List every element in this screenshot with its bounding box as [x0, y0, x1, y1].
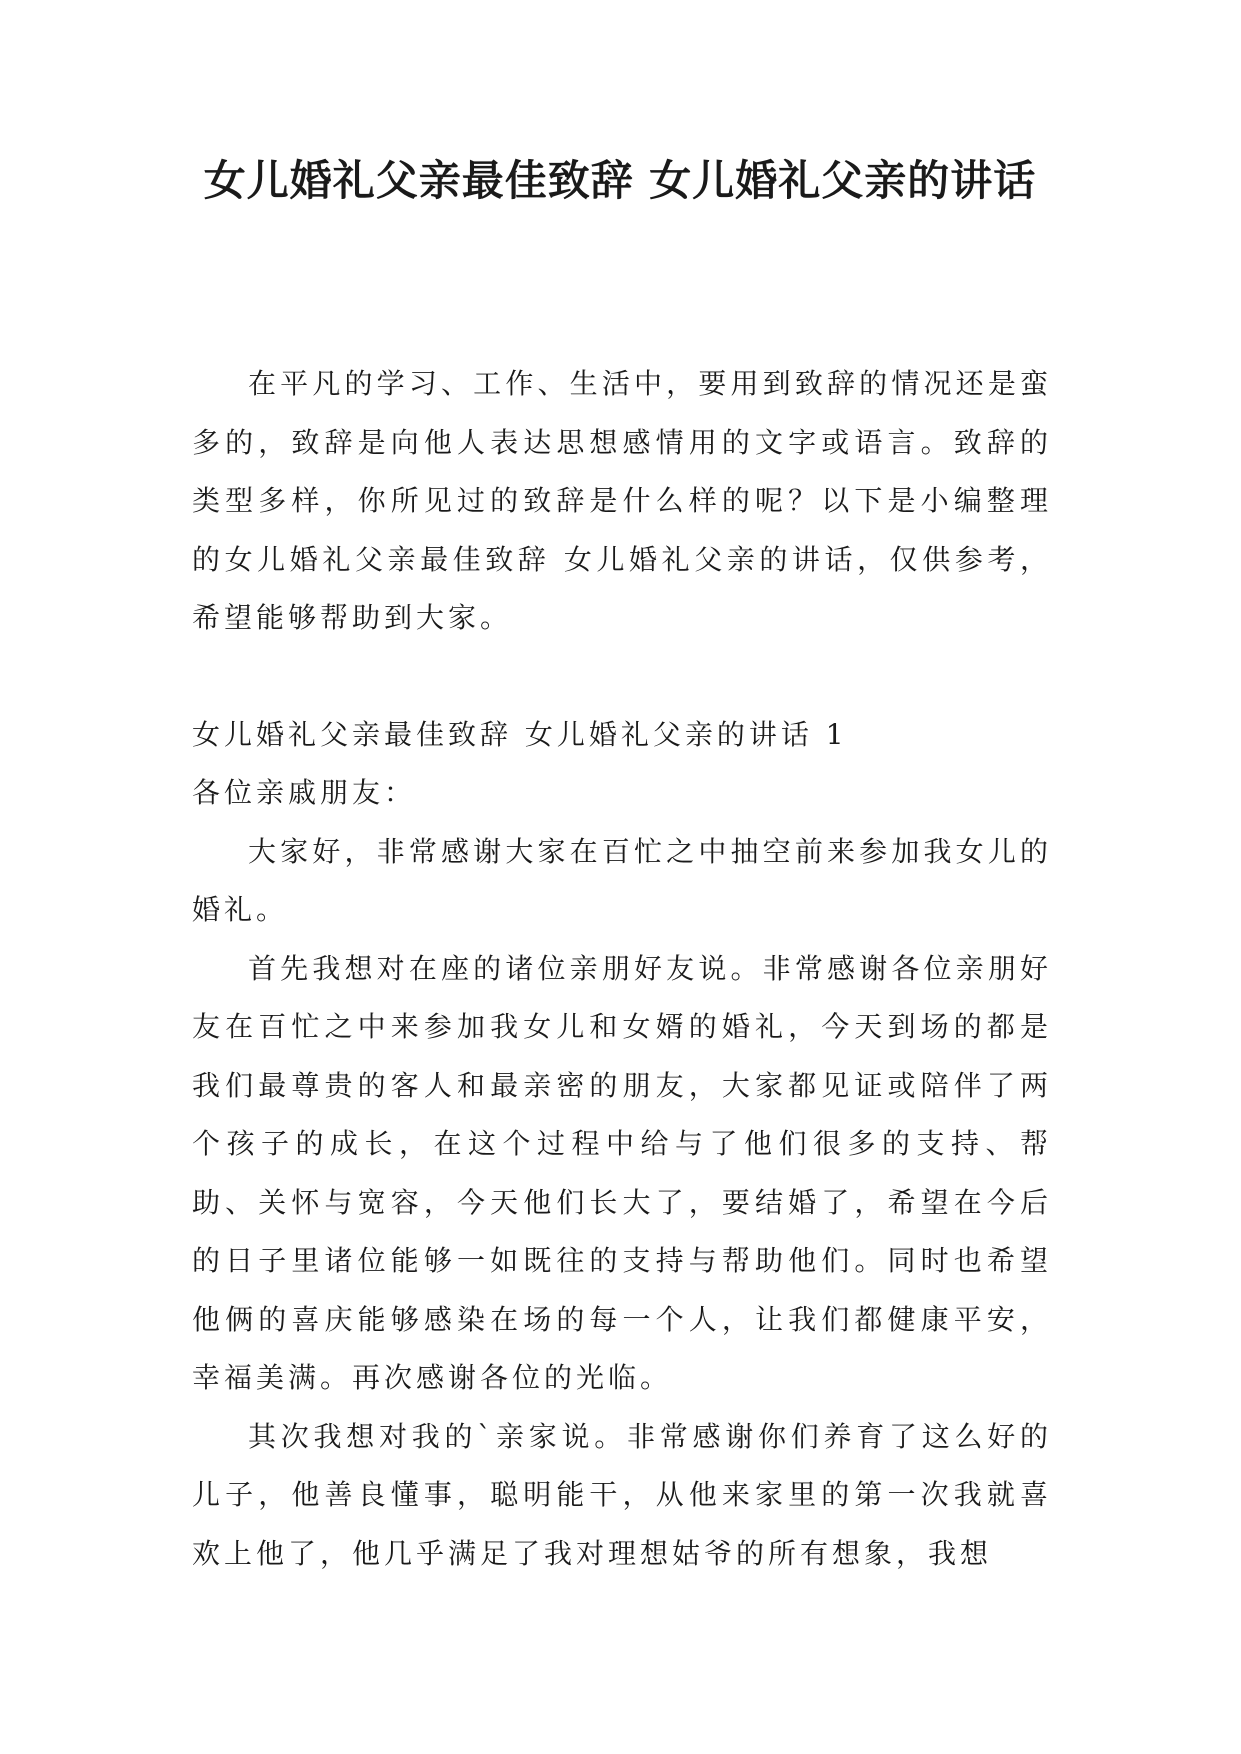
intro-paragraph: 在平凡的学习、工作、生活中，要用到致辞的情况还是蛮多的，致辞是向他人表达思想感情用的文字或语言。致辞的类型多样，你所见过的致辞是什么样的呢？以下是小编整理的女儿婚礼父亲最佳致辞 女儿婚礼父亲的讲话，仅供参考，希望能够帮助到大家。: [192, 367, 1052, 634]
body-paragraph: 首先我想对在座的诸位亲朋好友说。非常感谢各位亲朋好友在百忙之中来参加我女儿和女婿的婚礼，今天到场的都是我们最尊贵的客人和最亲密的朋友，大家都见证或陪伴了两个孩子的成长，在这个过程中给与了他们很多的支持、帮助、关怀与宽容，今天他们长大了，要结婚了，希望在今后的日子里诸位能够一如既往的支持与帮助他们。同时也希望他俩的喜庆能够感染在场的每一个人，让我们都健康平安，幸福美满。再次感谢各位的光临。: [192, 951, 1052, 1394]
document-body: [192, 355, 1052, 1583]
section-heading: 女儿婚礼父亲最佳致辞 女儿婚礼父亲的讲话 1: [192, 717, 848, 751]
body-paragraph: 大家好，非常感谢大家在百忙之中抽空前来参加我女儿的婚礼。: [192, 834, 1052, 926]
spacer: [192, 648, 1052, 706]
salutation: 各位亲戚朋友：: [192, 776, 417, 809]
body-paragraph: 其次我想对我的`亲家说。非常感谢你们养育了这么好的儿子，他善良懂事，聪明能干，从他来家里的第一次我就喜欢上他了，他几乎满足了我对理想姑爷的所有想象，我想: [192, 1419, 1052, 1570]
document-title: 女儿婚礼父亲最佳致辞 女儿婚礼父亲的讲话: [203, 156, 1037, 205]
